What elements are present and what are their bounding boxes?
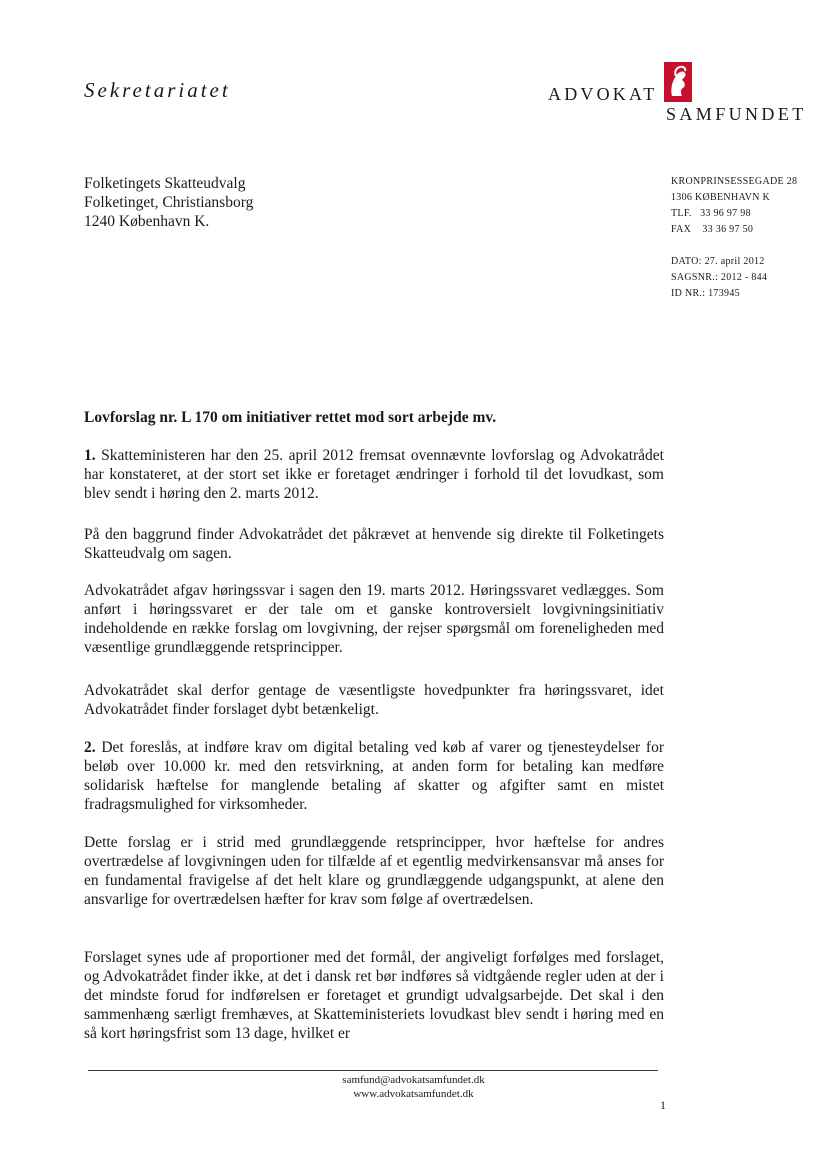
sender-street: KRONPRINSESSEGADE 28 [671, 176, 798, 187]
footer-email-link[interactable]: samfund@advokatsamfundet.dk [342, 1074, 485, 1086]
advokatsamfundet-logo-icon [664, 62, 692, 102]
sender-postal: 1306 KØBENHAVN K [671, 192, 771, 203]
paragraph-text: Skatteministeren har den 25. april 2012 fremsat ovennævnte lovforslag og Advokatrådet har konstateret, at der stort set ikke er foretaget ændringer i forhold til det lovudkast, som blev sendt i høring den 2. marts 2012. [84, 447, 664, 502]
footer-divider [88, 1070, 658, 1071]
sender-contact-block [671, 174, 797, 302]
body-paragraph [84, 738, 664, 814]
logo-text-advokat: ADVOKAT [548, 84, 658, 104]
body-paragraph: Advokatrådet skal derfor gentage de væsentligste hovedpunkter fra høringssvaret, idet Advokatrådet finder forslaget dybt betænkeligt. [84, 682, 664, 718]
footer-website-link[interactable]: www.advokatsamfundet.dk [353, 1088, 474, 1100]
body-paragraph: Forslaget synes ude af proportioner med det formål, der angiveligt forfølges med forslaget, og Advokatrådet finder ikke, at det i dansk ret bør indføres så vidtgående regler uden at der i det mindste forud for indførelsen er foretaget et grundigt udvalgsarbejde. Det skal i den sammenhæng særligt fremhæves, at Skatteministeriets lovudkast blev sendt i høring med en så kort høringsfrist som 13 dage, hvilket er [84, 949, 664, 1042]
section-number: 1. [84, 447, 96, 464]
sender-department: Sekretariatet [84, 78, 231, 102]
letter-subject: Lovforslag nr. L 170 om initiativer rettet mod sort arbejde mv. [84, 409, 497, 426]
section-number: 2. [84, 739, 96, 756]
page-number: 1 [660, 1098, 666, 1112]
logo-text-samfundet: SAMFUNDET [666, 104, 807, 124]
recipient-line: 1240 København K. [84, 213, 210, 230]
letter-date: DATO: 27. april 2012 [671, 256, 765, 267]
recipient-line: Folketinget, Christiansborg [84, 194, 254, 211]
body-paragraph: På den baggrund finder Advokatrådet det påkrævet at henvende sig direkte til Folketingets Skatteudvalg om sagen. [84, 526, 664, 562]
recipient-line: Folketingets Skatteudvalg [84, 175, 246, 192]
body-paragraph [84, 446, 664, 503]
paragraph-text: Det foreslås, at indføre krav om digital betaling ved køb af varer og tjenesteydelser for beløb over 10.000 kr. med den retsvirkning, at anden form for betaling kan medføre solidarisk hæftelse for manglende betaling af skatter og afgifter samt en mistet fradragsmulighed for virksomheder. [84, 739, 664, 813]
recipient-address [84, 174, 253, 231]
sender-fax: FAX 33 36 97 50 [671, 224, 754, 235]
body-paragraph: Dette forslag er i strid med grundlæggende retsprincipper, hvor hæftelse for andres overtrædelse af lovgivningen uden for tilfælde af et egentlig medvirkensansvar må anses for en fundamental fravigelse af det helt klare og grundlæggende udgangspunkt, at alene den ansvarlige for overtrædelsen hæfter for krav som følge af overtrædelsen. [84, 834, 664, 908]
sender-phone: TLF. 33 96 97 98 [671, 208, 751, 219]
body-paragraph: Advokatrådet afgav høringssvar i sagen den 19. marts 2012. Høringssvaret vedlægges. Som anført i høringssvaret er der tale om et ganske kontroversielt lovgivningsinitiativ indeholdende en række forslag om lovgivning, der rejser spørgsmål om foreneligheden med væsentlige grundlæggende retsprincipper. [84, 582, 664, 656]
case-number: SAGSNR.: 2012 - 844 [671, 272, 768, 283]
id-number: ID NR.: 173945 [671, 288, 740, 299]
